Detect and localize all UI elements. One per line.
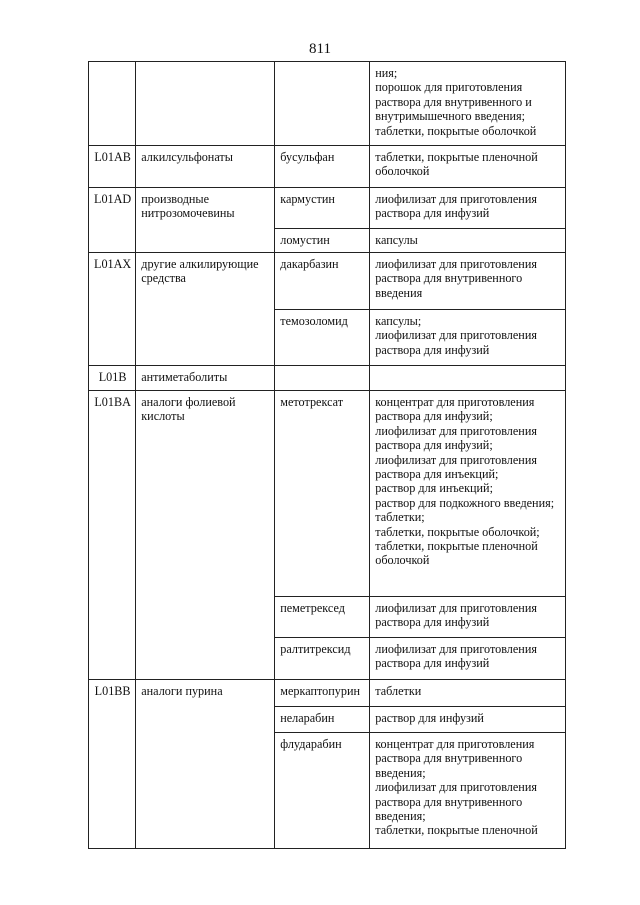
dosage-form-cell: концентрат для приготовления раствора для инфузий; лиофилизат для приготовления раствора для инфузий; лиофилизат для приготовления раствора для инъекций; раствор для инъекций; раствор для подкожного введения; таблетки; таблетки, покрытые оболочкой; таблетки, покрытые пленочной оболочкой xyxy=(370,391,566,597)
drug-cell xyxy=(275,366,370,391)
drug-cell: пеметрексед xyxy=(275,597,370,638)
dosage-form-cell: концентрат для приготовления раствора для внутривенного введения; лиофилизат для приготовления раствора для внутривенного введения; таблетки, покрытые пленочной xyxy=(370,733,566,849)
table-row xyxy=(89,638,566,680)
drug-cell: ломустин xyxy=(275,229,370,253)
drug-classification-table xyxy=(88,61,566,849)
drug-cell: меркаптопурин xyxy=(275,680,370,707)
drug-cell: метотрексат xyxy=(275,391,370,597)
group-cell: алкилсульфонаты xyxy=(136,146,275,188)
page-number: 811 xyxy=(309,41,331,57)
drug-cell: ралтитрексид xyxy=(275,638,370,680)
dosage-form-cell xyxy=(370,366,566,391)
drug-cell: неларабин xyxy=(275,707,370,733)
group-cell xyxy=(136,62,275,146)
table-row xyxy=(89,366,566,391)
dosage-form-cell: ния; порошок для приготовления раствора для внутривенного и внутримышечного введения; таблетки, покрытые оболочкой xyxy=(370,62,566,146)
atc-code-cell: L01B xyxy=(89,366,136,391)
atc-code-cell: L01BA xyxy=(89,391,136,597)
table-row xyxy=(89,597,566,638)
atc-code-cell xyxy=(89,229,136,253)
dosage-form-cell: капсулы; лиофилизат для приготовления раствора для инфузий xyxy=(370,310,566,366)
atc-code-cell xyxy=(89,62,136,146)
dosage-form-cell: лиофилизат для приготовления раствора для внутривенного введения xyxy=(370,253,566,310)
drug-cell: бусульфан xyxy=(275,146,370,188)
atc-code-cell xyxy=(89,310,136,366)
dosage-form-cell: лиофилизат для приготовления раствора для инфузий xyxy=(370,638,566,680)
table-row xyxy=(89,733,566,849)
group-cell xyxy=(136,638,275,680)
dosage-form-cell: капсулы xyxy=(370,229,566,253)
group-cell: производные нитрозомочевины xyxy=(136,188,275,229)
table-row xyxy=(89,62,566,146)
dosage-form-cell: лиофилизат для приготовления раствора для инфузий xyxy=(370,597,566,638)
table-row xyxy=(89,707,566,733)
atc-code-cell xyxy=(89,707,136,733)
group-cell xyxy=(136,229,275,253)
drug-cell: флударабин xyxy=(275,733,370,849)
table-row xyxy=(89,229,566,253)
table-row xyxy=(89,680,566,707)
atc-code-cell: L01BB xyxy=(89,680,136,707)
table-row xyxy=(89,146,566,188)
atc-code-cell xyxy=(89,733,136,849)
atc-code-cell: L01AX xyxy=(89,253,136,310)
drug-cell: дакарбазин xyxy=(275,253,370,310)
table-row xyxy=(89,188,566,229)
group-cell xyxy=(136,310,275,366)
atc-code-cell: L01AB xyxy=(89,146,136,188)
group-cell: аналоги пурина xyxy=(136,680,275,707)
group-cell xyxy=(136,597,275,638)
drug-cell: темозоломид xyxy=(275,310,370,366)
table-row xyxy=(89,391,566,597)
dosage-form-cell: таблетки, покрытые пленочной оболочкой xyxy=(370,146,566,188)
atc-code-cell xyxy=(89,638,136,680)
table-row xyxy=(89,253,566,310)
dosage-form-cell: раствор для инфузий xyxy=(370,707,566,733)
table-row xyxy=(89,310,566,366)
group-cell: аналоги фолиевой кислоты xyxy=(136,391,275,597)
group-cell: другие алкилирующие средства xyxy=(136,253,275,310)
dosage-form-cell: лиофилизат для приготовления раствора для инфузий xyxy=(370,188,566,229)
atc-code-cell: L01AD xyxy=(89,188,136,229)
group-cell xyxy=(136,707,275,733)
drug-cell: кармустин xyxy=(275,188,370,229)
dosage-form-cell: таблетки xyxy=(370,680,566,707)
group-cell xyxy=(136,733,275,849)
drug-cell xyxy=(275,62,370,146)
group-cell: антиметаболиты xyxy=(136,366,275,391)
atc-code-cell xyxy=(89,597,136,638)
